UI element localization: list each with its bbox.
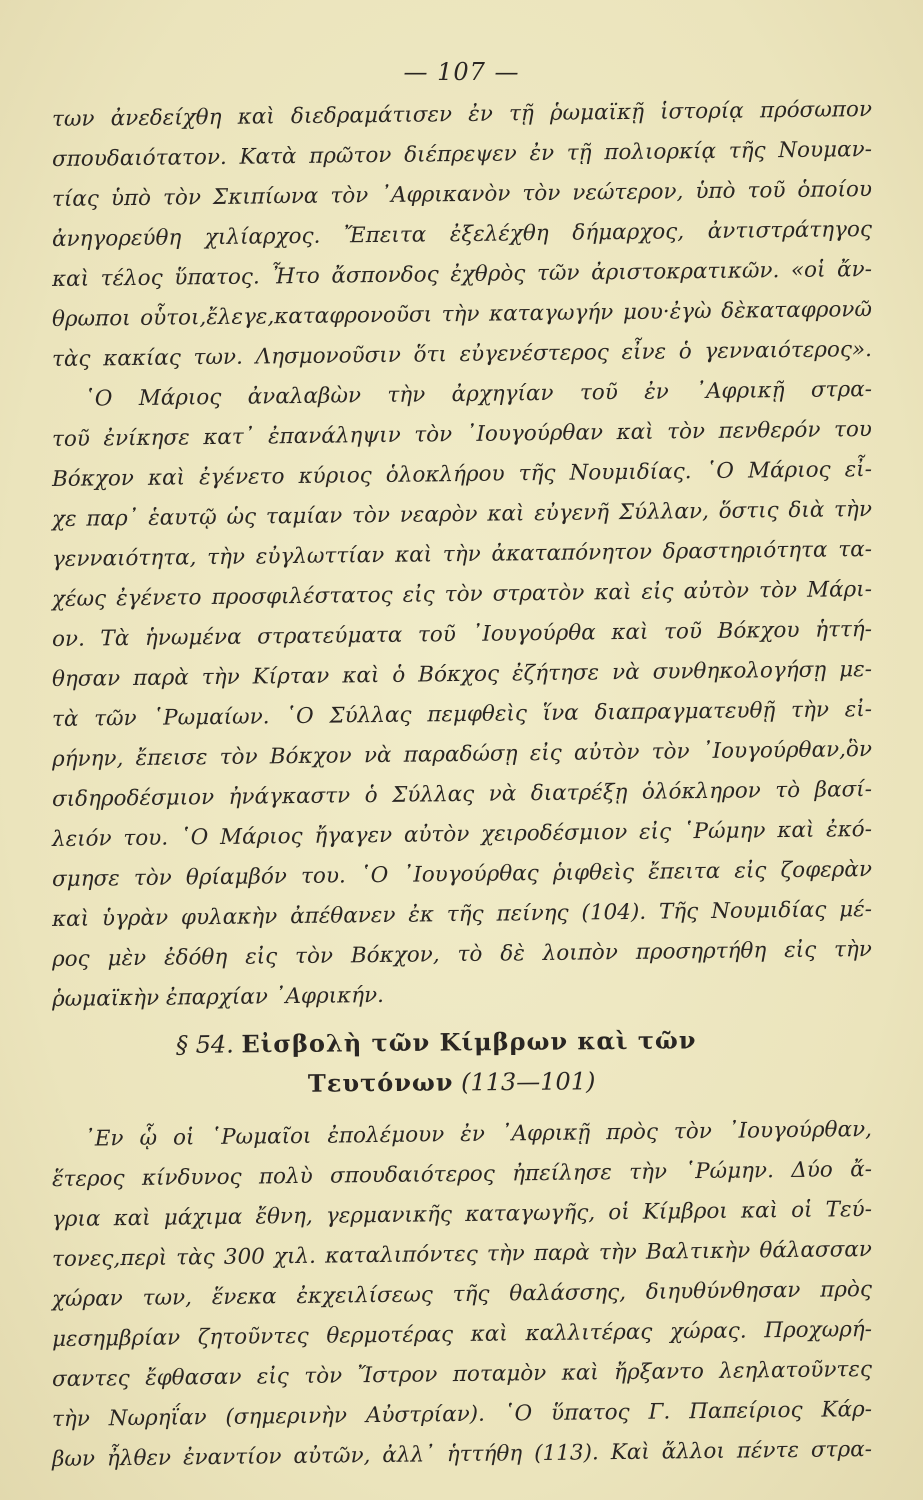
page-number: — 107 — — [403, 58, 520, 86]
text-line: τονες,περὶ τὰς 300 χιλ. καταλιπόντες τὴν παρὰ τὴν Βαλτικὴν θάλασσαν — [51, 1236, 873, 1272]
section-heading-line-2 — [52, 1059, 872, 1106]
text-line: ἕτερος κίνδυνος πολὺ σπουδαιότερος ἠπείλησε τὴν ῾Ρώμην. Δύο ἄ- — [51, 1156, 873, 1192]
section-number: § 54. — [175, 1030, 234, 1059]
text-line: σπουδαιότατον. Κατὰ πρῶτον διέπρεψεν ἐν τῇ πολιορκίᾳ τῆς Νουμαν- — [51, 136, 873, 172]
text-line: χώραν των, ἕνεκα ἐκχειλίσεως τῆς θαλάσσης, διηυθύνθησαν πρὸς — [51, 1276, 873, 1312]
text-line: ρος μὲν ἐδόθη εἰς τὸν Βόκχον, τὸ δὲ λοιπὸν προσηρτήθη εἰς τὴν — [51, 936, 873, 972]
text-line: σιδηροδέσμιον ἠνάγκαστν ὁ Σύλλας νὰ διατρέξῃ ὁλόκληρον τὸ βασί- — [51, 776, 873, 812]
text-line: ον. Τὰ ἡνωμένα στρατεύματα τοῦ ᾿Ιουγούρθα καὶ τοῦ Βόκχου ἡττή- — [51, 616, 873, 652]
text-line: βων ἦλθεν ἐναντίον αὐτῶν, ἀλλ᾿ ἡττήθη (113). Καὶ ἄλλοι πέντε στρα- — [51, 1436, 873, 1472]
text-line: τὰ τῶν ῾Ρωμαίων. ῾Ο Σύλλας πεμφθεὶς ἵνα διαπραγματευθῇ τὴν εἰ- — [51, 696, 873, 732]
text-line: τὰς κακίας των. Λησμονοῦσιν ὅτι εὐγενέστερος εἶνε ὁ γενναιότερος». — [51, 336, 873, 372]
text-line: θησαν παρὰ τὴν Κίρταν καὶ ὁ Βόκχος ἐζήτησε νὰ συνθηκολογήσῃ με- — [51, 656, 873, 692]
page-body — [51, 96, 873, 1480]
section-title-line-2: Τευτόνων — [307, 1067, 454, 1098]
text-line: μεσημβρίαν ζητοῦντες θερμοτέρας καὶ καλλιτέρας χώρας. Προχωρή- — [51, 1316, 873, 1352]
text-line: λειόν του. ῾Ο Μάριος ἤγαγεν αὐτὸν χειροδέσμιον εἰς ῾Ρώμην καὶ ἐκό- — [51, 816, 873, 852]
text-line: γρια καὶ μάχιμα ἔθνη, γερμανικῆς καταγωγῆς, οἱ Κίμβροι καὶ οἱ Τεύ- — [51, 1196, 873, 1232]
text-line: ᾿Εν ᾧ οἱ ῾Ρωμαῖοι ἐπολέμουν ἐν ᾿Αφρικῇ πρὸς τὸν ᾿Ιουγούρθαν, — [83, 1116, 873, 1152]
text-line: ἀνηγορεύθη χιλίαρχος. Ἔπειτα ἐξελέχθη δήμαρχος, ἀντιστράτηγος — [51, 216, 873, 252]
text-line: καὶ ὑγρὰν φυλακὴν ἀπέθανεν ἐκ τῆς πείνης (104). Τῆς Νουμιδίας μέ- — [51, 896, 873, 932]
text-line: των ἀνεδείχθη καὶ διεδραμάτισεν ἐν τῇ ῥωμαϊκῇ ἱστορίᾳ πρόσωπον — [51, 96, 873, 132]
text-line: χε παρ᾿ ἑαυτῷ ὡς ταμίαν τὸν νεαρὸν καὶ εὐγενῆ Σύλλαν, ὅστις διὰ τὴν — [51, 496, 873, 532]
paragraph-2 — [51, 376, 873, 1020]
text-line: σαντες ἔφθασαν εἰς τὸν Ἴστρον ποταμὸν καὶ ἤρξαντο λεηλατοῦντες — [51, 1356, 873, 1392]
paragraph-3 — [51, 1116, 873, 1480]
section-title-line-1: Εἰσβολὴ τῶν Κίμβρων καὶ τῶν — [241, 1025, 697, 1059]
text-line: τοῦ ἐνίκησε κατ᾿ ἐπανάληψιν τὸν ᾿Ιουγούρθαν καὶ τὸν πενθερόν του — [51, 416, 873, 452]
text-line: χέως ἐγένετο προσφιλέστατος εἰς τὸν στρατὸν καὶ εἰς αὐτὸν τὸν Μάρι- — [51, 576, 873, 612]
text-line: ῥωμαϊκὴν ἐπαρχίαν ᾿Αφρικήν. — [51, 982, 385, 1012]
text-line: καὶ τέλος ὕπατος. Ἦτο ἄσπονδος ἐχθρὸς τῶν ἀριστοκρατικῶν. «οἱ ἄν- — [51, 256, 873, 292]
text-line: σμησε τὸν θρίαμβόν του. ῾Ο ᾿Ιουγούρθας ῥιφθεὶς ἔπειτα εἰς ζοφερὰν — [51, 856, 873, 892]
text-line: τίας ὑπὸ τὸν Σκιπίωνα τὸν ᾿Αφρικανὸν τὸν νεώτερον, ὑπὸ τοῦ ὁποίου — [51, 176, 873, 212]
text-line: ρήνην, ἔπεισε τὸν Βόκχον νὰ παραδώσῃ εἰς αὐτὸν τὸν ᾿Ιουγούρθαν,ὃν — [51, 736, 873, 772]
text-line: ῾Ο Μάριος ἀναλαβὼν τὴν ἀρχηγίαν τοῦ ἐν ᾿Αφρικῇ στρα- — [83, 376, 873, 412]
text-line: τὴν Νωρηΐαν (σημερινὴν Αὐστρίαν). ῾Ο ὕπατος Γ. Παπείριος Κάρ- — [51, 1396, 873, 1432]
text-line: θρωποι οὗτοι,ἔλεγε,καταφρονοῦσι τὴν καταγωγήν μου·ἐγὼ δὲκαταφρονῶ — [51, 296, 873, 332]
paragraph-1 — [51, 96, 873, 380]
section-dates: (113—101) — [460, 1067, 596, 1097]
text-line: γενναιότητα, τὴν εὐγλωττίαν καὶ τὴν ἀκαταπόνητον δραστηριότητα τα- — [51, 536, 873, 572]
text-line: Βόκχον καὶ ἐγένετο κύριος ὁλοκλήρου τῆς Νουμιδίας. ῾Ο Μάριος εἶ- — [51, 456, 873, 492]
